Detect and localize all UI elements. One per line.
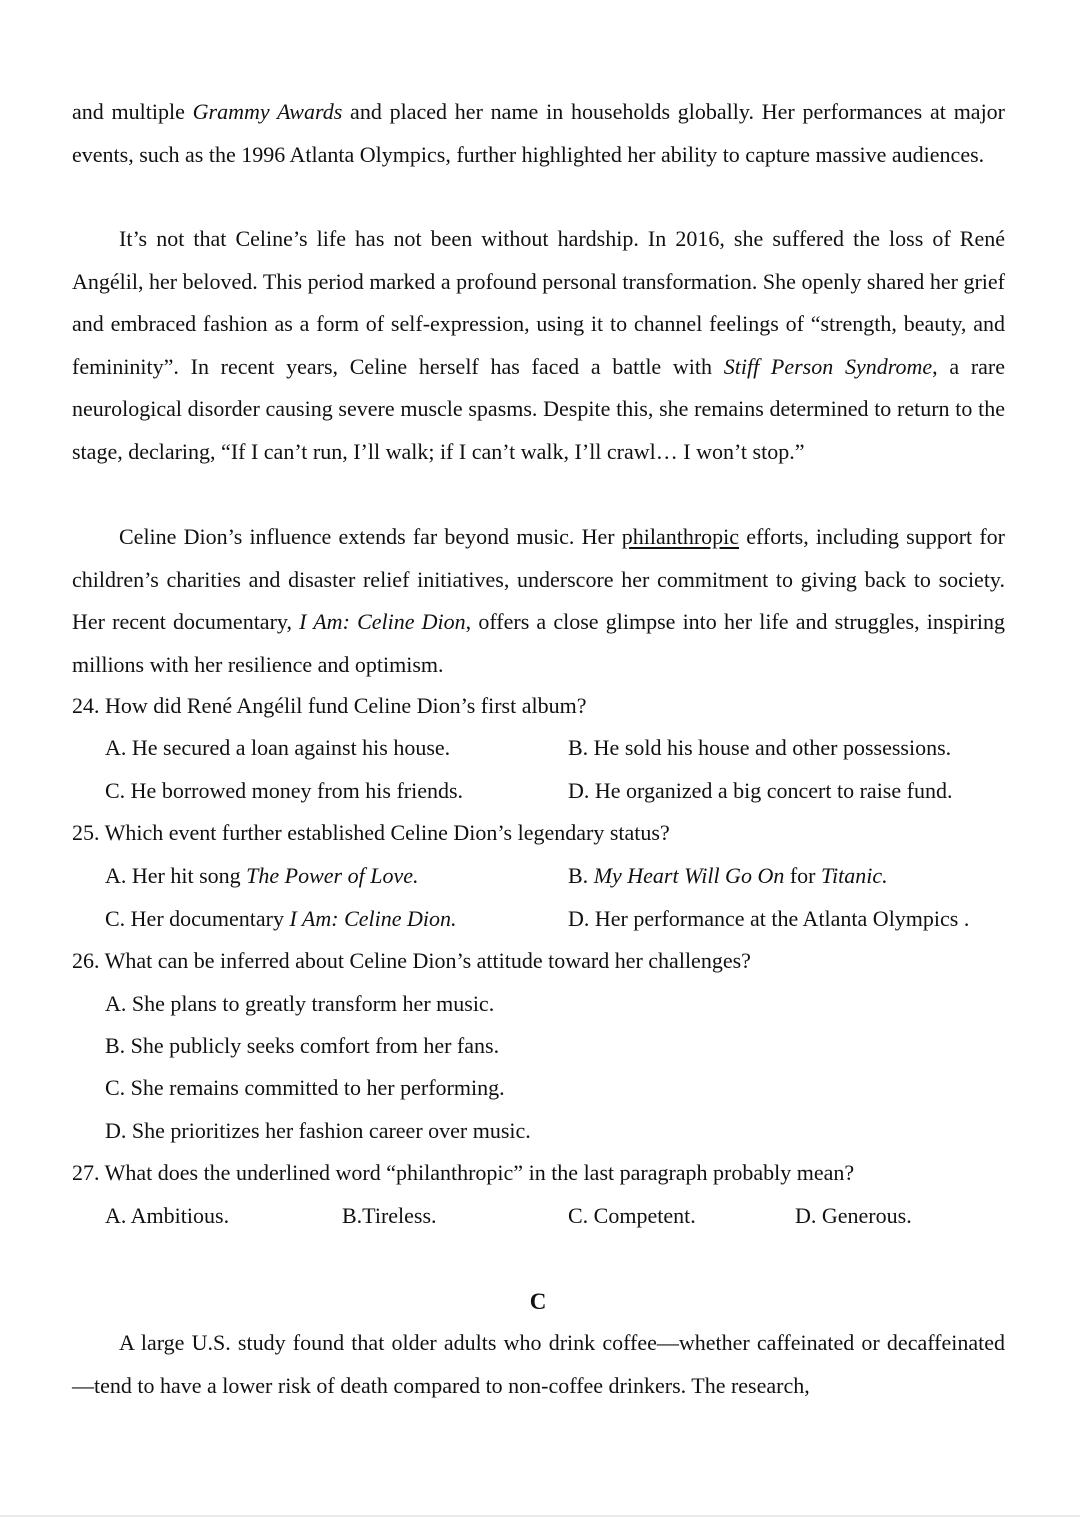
question-26-option-b[interactable]: B. She publicly seeks comfort from her fans. <box>105 1033 500 1058</box>
question-27-stem: 27. What does the underlined word “philanthropic” in the last paragraph probably mean? <box>72 1160 855 1185</box>
question-27-option-d[interactable]: D. Generous. <box>795 1203 912 1228</box>
question-24-option-c[interactable]: C. He borrowed money from his friends. <box>105 778 464 803</box>
question-25-option-a[interactable]: A. Her hit song The Power of Love. <box>105 863 419 888</box>
italic-film-title: Titanic. <box>821 863 888 888</box>
italic-term-stiff-person: Stiff Person Syndrome <box>723 353 933 379</box>
question-24-option-a[interactable]: A. He secured a loan against his house. <box>105 735 451 760</box>
question-25-option-c[interactable]: C. Her documentary I Am: Celine Dion. <box>105 906 457 931</box>
passage-paragraph-1: and multiple Grammy Awards and placed her name in households globally. Her performances at major events, such as the 1996 Atlanta Olympics, further highlighted her ability to capture massive audiences. <box>72 99 1006 167</box>
question-27-option-b[interactable]: B.Tireless. <box>342 1203 437 1228</box>
question-27-option-a[interactable]: A. Ambitious. <box>105 1203 230 1228</box>
question-26-option-d[interactable]: D. She prioritizes her fashion career over music. <box>105 1118 531 1143</box>
question-24-option-d[interactable]: D. He organized a big concert to raise fund. <box>568 778 953 803</box>
question-25-option-d[interactable]: D. Her performance at the Atlanta Olympics . <box>568 906 970 931</box>
italic-documentary-title: I Am: Celine Dion. <box>289 906 457 931</box>
question-26-option-c[interactable]: C. She remains committed to her performing. <box>105 1075 505 1100</box>
italic-title-documentary: I Am: Celine Dion <box>299 609 466 634</box>
italic-song-title: My Heart Will Go On <box>593 863 785 888</box>
passage-paragraph-3: Celine Dion’s influence extends far beyond music. Her philanthropic efforts, including support for children’s charities and disaster relief initiatives, underscore her commitment to giving back to society. Her recent documentary, I Am: Celine Dion, offers a close glimpse into her life and struggles, inspiring millions with her resilience and optimism. <box>72 524 1005 677</box>
italic-song-title: The Power of Love. <box>246 863 419 888</box>
italic-title-grammy: Grammy Awards <box>192 99 343 124</box>
question-24-stem: 24. How did René Angélil fund Celine Dion’s first album? <box>72 693 587 718</box>
passage-paragraph-2: It’s not that Celine’s life has not been without hardship. In 2016, she suffered the loss of René Angélil, her beloved. This period marked a profound personal transformation. She openly shared her grief and embraced fashion as a form of self-expression, using it to channel feelings of “strength, beauty, and femininity”. In recent years, Celine herself has faced a battle with Stiff Person Syndrome, a rare neurological disorder causing severe muscle spasms. Despite this, she remains determined to return to the stage, declaring, “If I can’t run, I’ll walk; if I can’t walk, I’ll crawl… I won’t stop.” <box>72 226 1006 464</box>
page-bottom-edge <box>0 1515 1080 1517</box>
question-26-stem: 26. What can be inferred about Celine Dion’s attitude toward her challenges? <box>72 948 751 973</box>
question-26-option-a[interactable]: A. She plans to greatly transform her music. <box>105 991 495 1016</box>
passage-c-paragraph-1: A large U.S. study found that older adults who drink coffee—whether caffeinated or decaffeinated—tend to have a lower risk of death compared to non-coffee drinkers. The research, <box>72 1330 1005 1398</box>
question-27-option-c[interactable]: C. Competent. <box>568 1203 696 1228</box>
question-25-stem: 25. Which event further established Celine Dion’s legendary status? <box>72 820 670 845</box>
section-heading-c: C <box>529 1289 547 1314</box>
underlined-word-philanthropic: philanthropic <box>621 524 740 549</box>
question-25-option-b[interactable]: B. My Heart Will Go On for Titanic. <box>568 863 888 888</box>
question-24-option-b[interactable]: B. He sold his house and other possessions. <box>568 735 952 760</box>
